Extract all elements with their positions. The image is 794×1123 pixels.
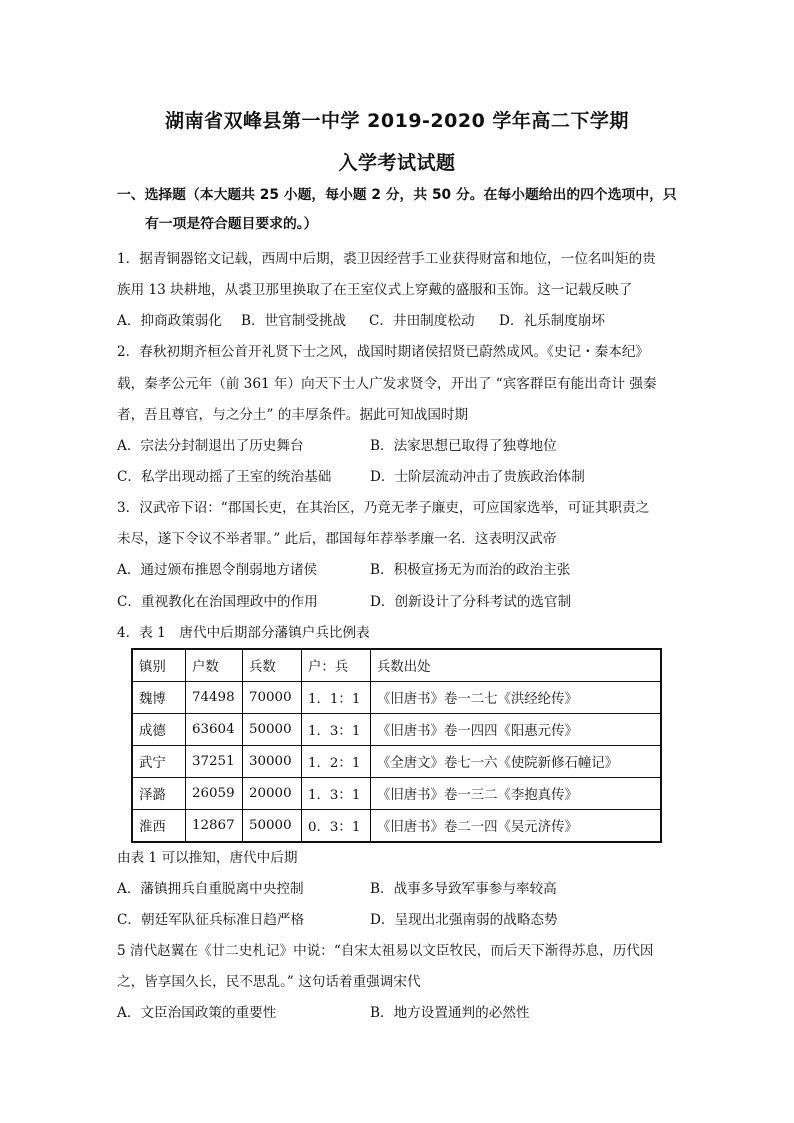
table-cell: 魏博 xyxy=(132,682,186,714)
table-cell: 30000 xyxy=(243,746,302,778)
option-b: B．法家思想已取得了独尊地位 xyxy=(370,438,557,454)
table-cell: 50000 xyxy=(243,714,302,746)
option-d: D．礼乐制度崩坏 xyxy=(499,313,606,329)
table-header: 户：兵 xyxy=(302,649,371,682)
option-b: B．世官制受挑战 xyxy=(241,313,347,329)
option-a: A．藩镇拥兵自重脱离中央控制 xyxy=(117,881,304,897)
page-title: 湖南省双峰县第一中学 2019-2020 学年高二下学期 xyxy=(165,110,629,132)
table-cell: 武宁 xyxy=(132,746,186,778)
table-row xyxy=(132,714,661,746)
option-a: A．通过颁布推恩令削弱地方诸侯 xyxy=(117,562,318,578)
table-cell: 0．3：1 xyxy=(302,810,371,843)
question-3-stem: 3．汉武帝下诏：“郡国长吏，在其治区，乃竟无孝子廉吏，可应国家选举，可证其职责之 xyxy=(117,500,650,516)
page-subtitle: 入学考试试题 xyxy=(338,152,456,174)
table-row xyxy=(132,778,661,810)
table-cell: 成德 xyxy=(132,714,186,746)
table-cell: 《旧唐书》卷一二七《洪经纶传》 xyxy=(371,682,662,714)
table-cell: 1．3：1 xyxy=(302,778,371,810)
table-header: 户数 xyxy=(186,649,243,682)
option-b: B．地方设置通判的必然性 xyxy=(370,1005,530,1021)
option-c: C．私学出现动摇了王室的统治基础 xyxy=(117,469,332,485)
table-row xyxy=(132,810,661,843)
question-2-stem: 者，吾且尊官，与之分土” 的丰厚条件。据此可知战国时期 xyxy=(117,407,469,423)
table-cell: 20000 xyxy=(243,778,302,810)
table-cell: 淮西 xyxy=(132,810,186,843)
question-5-stem: 5 清代赵翼在《廿二史札记》中说：“自宋太祖易以文臣牧民，而后天下渐得苏息，历代因 xyxy=(117,943,654,959)
table-cell: 50000 xyxy=(243,810,302,843)
data-table xyxy=(131,648,662,843)
question-2-options xyxy=(117,437,677,455)
question-4-options xyxy=(117,911,677,929)
table-cell: 70000 xyxy=(243,682,302,714)
table-cell: 《全唐文》卷七一六《使院新修石幢记》 xyxy=(371,746,662,778)
question-2-stem: 2．春秋初期齐桓公首开礼贤下士之风，战国时期诸侯招贤已蔚然成风。《史记・秦本纪》 xyxy=(117,344,650,360)
table-header-row xyxy=(132,649,661,682)
option-c: C．井田制度松动 xyxy=(369,313,475,329)
table-header: 兵数出处 xyxy=(371,649,662,682)
option-d: D．创新设计了分科考试的选官制 xyxy=(370,594,572,610)
table-cell: 《旧唐书》卷一四四《阳惠元传》 xyxy=(371,714,662,746)
question-3-options xyxy=(117,561,677,579)
table-cell: 12867 xyxy=(186,810,243,843)
option-b: B．积极宣扬无为而治的政治主张 xyxy=(370,562,571,578)
table-row xyxy=(132,682,661,714)
question-3-options xyxy=(117,593,677,611)
question-2-options xyxy=(117,468,677,486)
question-3-stem: 未尽，遂下令议不举者罪。” 此后，郡国每年荐举孝廉一名．这表明汉武帝 xyxy=(117,531,557,547)
option-d: D．士阶层流动冲击了贵族政治体制 xyxy=(370,469,585,485)
question-4-followup: 由表 1 可以推知，唐代中后期 xyxy=(117,850,298,866)
table-cell: 1．2：1 xyxy=(302,746,371,778)
option-c: C．重视教化在治国理政中的作用 xyxy=(117,594,318,610)
table-row xyxy=(132,746,661,778)
question-5-stem: 之，皆享国久长，民不思乱。” 这句话着重强调宋代 xyxy=(117,974,421,990)
table-cell: 1．1：1 xyxy=(302,682,371,714)
option-b: B．战事多导致军事参与率较高 xyxy=(370,881,557,897)
question-1-stem: 族用 13 块耕地，从裘卫那里换取了在王室仪式上穿戴的盛服和玉饰。这一记载反映了 xyxy=(117,282,633,298)
table-cell: 泽潞 xyxy=(132,778,186,810)
table-cell: 1．3：1 xyxy=(302,714,371,746)
option-d: D．呈现出北强南弱的战略态势 xyxy=(370,912,558,928)
section-heading: 一、选择题（本大题共 25 小题，每小题 2 分，共 50 分。在每小题给出的四个选项中，只 xyxy=(117,187,677,203)
table-header: 兵数 xyxy=(243,649,302,682)
question-5-options xyxy=(117,1004,677,1022)
question-2-stem: 载，秦孝公元年（前 361 年）向天下士人广发求贤令，开出了 “宾客群臣有能出奇计 强秦 xyxy=(117,376,657,392)
option-a: A．文臣治国政策的重要性 xyxy=(117,1005,277,1021)
table-header: 镇别 xyxy=(132,649,186,682)
option-a: A．宗法分封制退出了历史舞台 xyxy=(117,438,304,454)
table-cell: 63604 xyxy=(186,714,243,746)
table-cell: 74498 xyxy=(186,682,243,714)
question-1-stem: 1．据青铜器铭文记载，西周中后期，裘卫因经营手工业获得财富和地位，一位名叫矩的贵 xyxy=(117,251,656,267)
option-c: C．朝廷军队征兵标准日趋严格 xyxy=(117,912,305,928)
question-4-stem: 4．表 1 唐代中后期部分藩镇户兵比例表 xyxy=(117,625,370,641)
section-heading-cont: 有一项是符合题目要求的。） xyxy=(145,216,318,232)
question-4-options xyxy=(117,880,677,898)
option-a: A．抑商政策弱化 xyxy=(117,313,222,329)
question-1-options xyxy=(117,312,677,330)
table-cell: 26059 xyxy=(186,778,243,810)
table-cell: 《旧唐书》卷二一四《吴元济传》 xyxy=(371,810,662,843)
table-cell: 《旧唐书》卷一三二《李抱真传》 xyxy=(371,778,662,810)
table-cell: 37251 xyxy=(186,746,243,778)
